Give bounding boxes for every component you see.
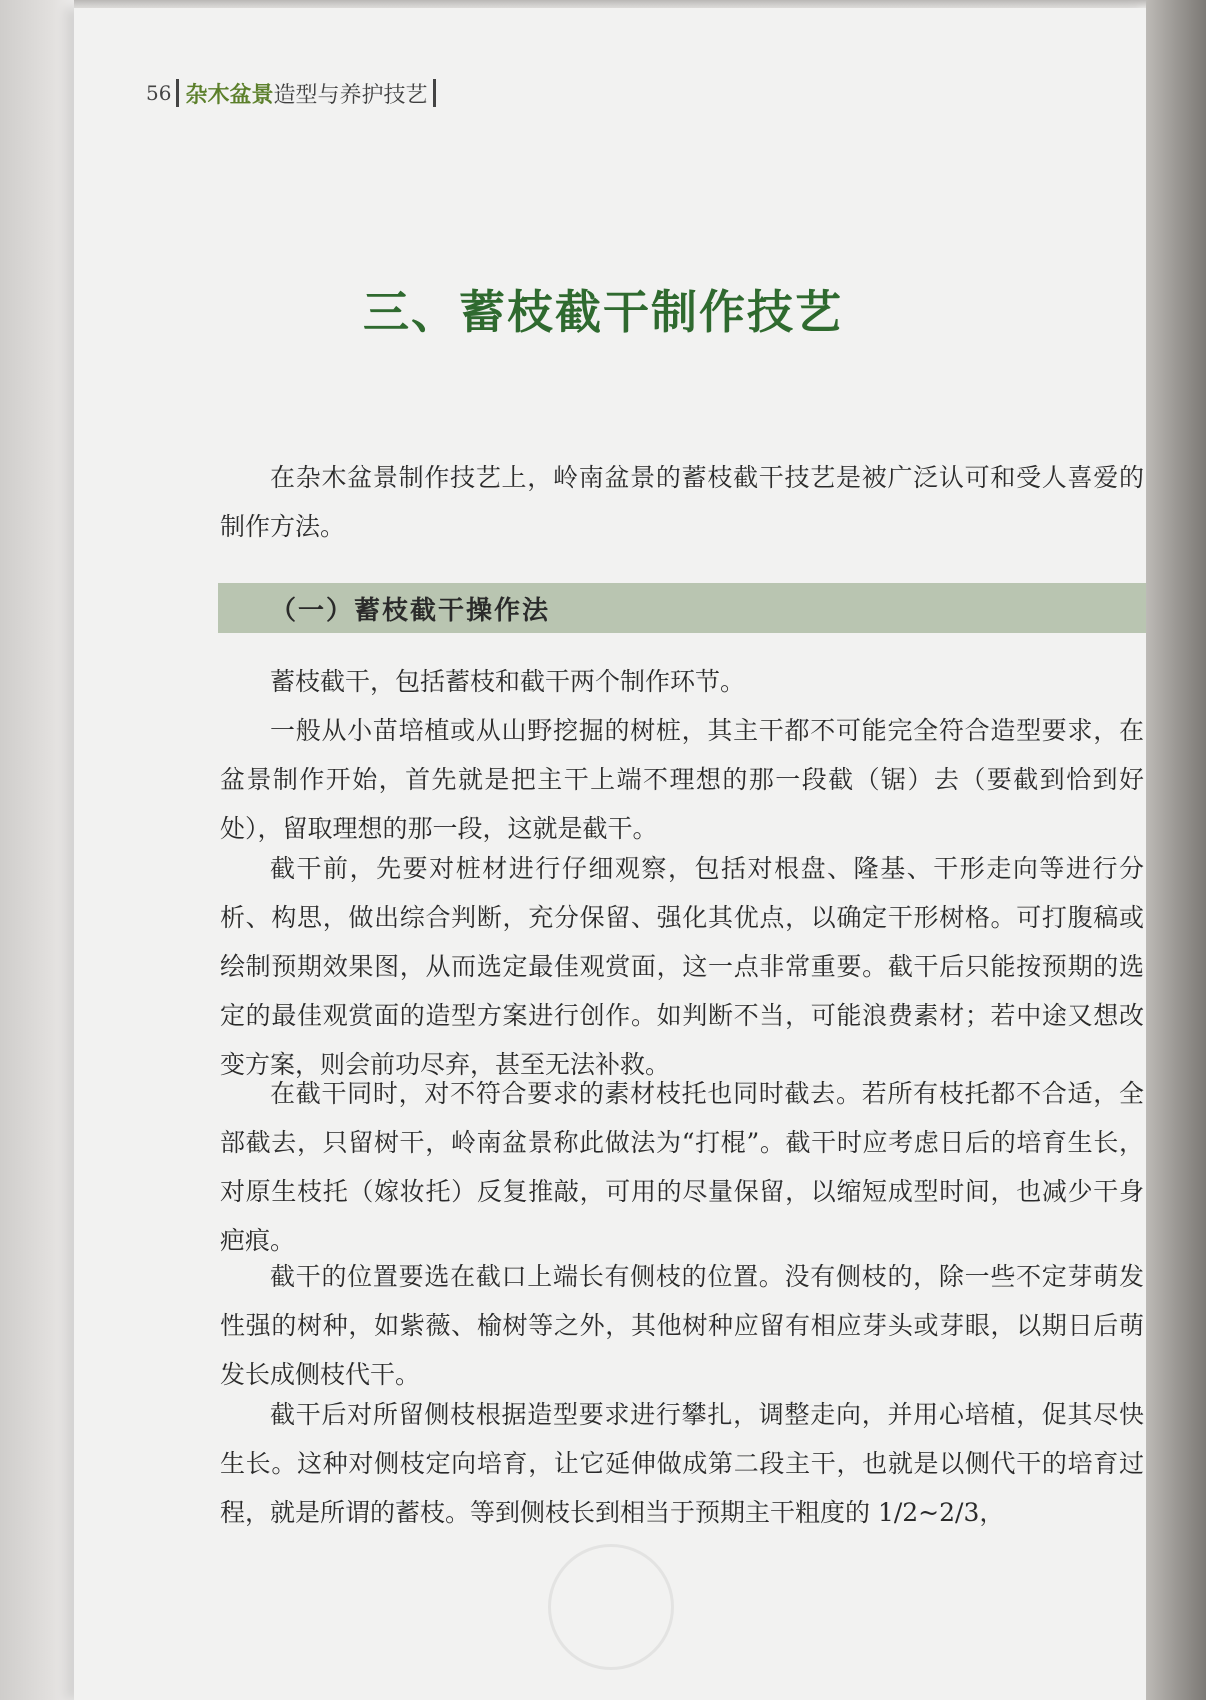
paragraph-4: 在截干同时，对不符合要求的素材枝托也同时截去。若所有枝托都不合适，全部截去，只留树干，岭南盆景称此做法为“打棍”。截干时应考虑日后的培育生长，对原生枝托（嫁妆托）反复推敲，可用的尽量保留，以缩短成型时间，也减少干身疤痕。	[220, 1079, 1144, 1255]
paragraph-5: 截干的位置要选在截口上端长有侧枝的位置。没有侧枝的，除一些不定芽萌发性强的树种，如紫薇、榆树等之外，其他树种应留有相应芽头或芽眼，以期日后萌发长成侧枝代干。	[220, 1262, 1144, 1389]
section-title: （一）蓄枝截干操作法	[270, 595, 551, 626]
paragraph-6: 截干后对所留侧枝根据造型要求进行攀扎，调整走向，并用心培植，促其尽快生长。这种对侧枝定向培育，让它延伸做成第二段主干，也就是以侧代干的培育过程，就是所谓的蓄枝。等到侧枝长到相当于预期主干粗度的 1/2~2/3，	[220, 1400, 1144, 1527]
paragraph-1: 蓄枝截干，包括蓄枝和截干两个制作环节。	[270, 667, 746, 696]
paragraph-2: 一般从小苗培植或从山野挖掘的树桩，其主干都不可能完全符合造型要求，在盆景制作开始，首先就是把主干上端不理想的那一段截（锯）去（要截到恰到好处），留取理想的那一段，这就是截干。	[220, 716, 1144, 843]
header-divider-left	[176, 79, 179, 107]
page-top-shadow	[74, 0, 1146, 8]
intro-paragraph: 在杂木盆景制作技艺上，岭南盆景的蓄枝截干技艺是被广泛认可和受人喜爱的制作方法。	[220, 463, 1144, 541]
page-gutter-left	[0, 0, 74, 1700]
faint-watermark-stamp	[548, 1544, 674, 1670]
header-divider-right	[433, 79, 436, 107]
book-title-accent: 杂木盆景	[185, 82, 274, 108]
chapter-title: 三、蓄枝截干制作技艺	[363, 285, 843, 339]
page-edge-right	[1146, 0, 1206, 1700]
page-number: 56	[146, 81, 172, 105]
paragraph-3: 截干前，先要对桩材进行仔细观察，包括对根盘、隆基、干形走向等进行分析、构思，做出综合判断，充分保留、强化其优点，以确定干形树格。可打腹稿或绘制预期效果图，从而选定最佳观赏面，这一点非常重要。截干后只能按预期的选定的最佳观赏面的造型方案进行创作。如判断不当，可能浪费素材；若中途又想改变方案，则会前功尽弃，甚至无法补救。	[220, 854, 1144, 1079]
section-heading-band	[218, 583, 1146, 633]
running-header	[146, 78, 436, 108]
book-title-rest: 造型与养护技艺	[273, 82, 428, 108]
